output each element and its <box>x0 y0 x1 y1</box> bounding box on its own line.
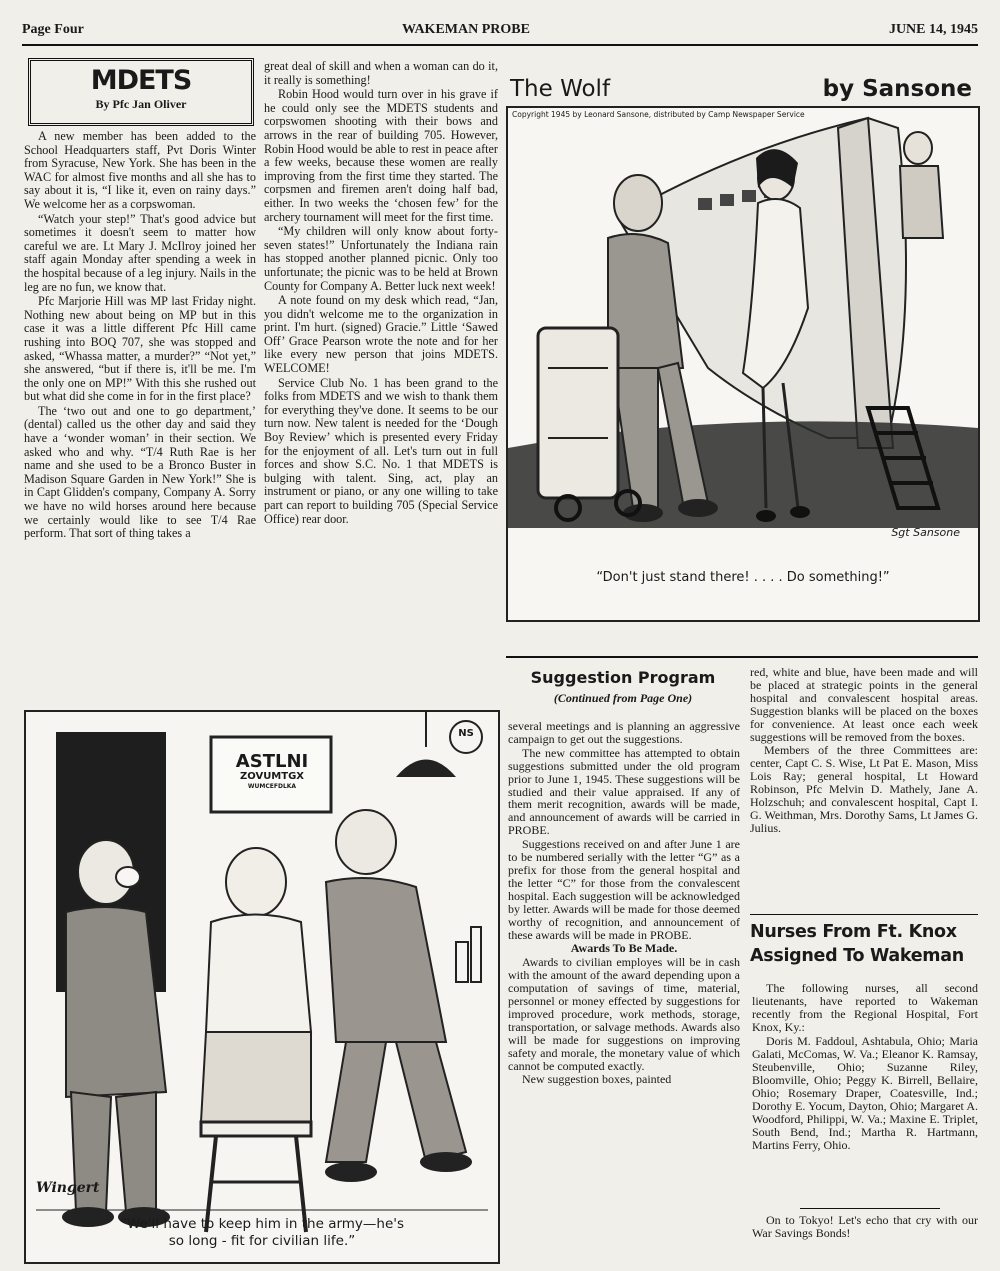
wolf-comic-header <box>506 72 976 106</box>
nurses-headline-line-1: Nurses From Ft. Knox <box>750 922 957 942</box>
nurses-headline <box>750 920 978 968</box>
suggestion-top-rule <box>506 656 978 658</box>
suggestion-paragraph: Suggestions received on and after June 1 are to be numbered serially with the letter “G” as a prefix for those from the general hospital and the letter “C” for those from the convalescent hospital. Each suggestion will be acknowledged by letter. Awards will be made for those deemed worthy of recognition, and announcement of these awards will be made in PROBE. <box>508 837 740 942</box>
mdets-paragraph: great deal of skill and when a woman can do it, it really is something! <box>264 60 498 87</box>
newspaper-name: WAKEMAN PROBE <box>402 22 530 37</box>
eye-chart-line-2: ZOVUMTGX <box>239 771 305 782</box>
suggestion-paragraph: red, white and blue, have been made and will be placed at strategic points in the general hospital and convalescent hospital areas. Suggestion blanks will be placed on the boxes for convenience. At least once each week suggestions will be removed from the boxes. <box>750 666 978 744</box>
mdets-paragraph: Pfc Marjorie Hill was MP last Friday night. Nothing new about being on MP but in this case it was a little different Pfc Hill came rushing into BOQ 707, she was stopped and asked, “Whassa matter, a murder?” “Not yet,” she answered, “but if there is, it'll be me. I'm the only one on MP!” With this she rushed out but what did she come in for in the first place? <box>24 294 256 404</box>
war-bonds-text: On to Tokyo! Let's echo that cry with our War Savings Bonds! <box>752 1213 978 1240</box>
mdets-headline-box <box>28 58 254 126</box>
suggestion-paragraph: New suggestion boxes, painted <box>522 1072 672 1087</box>
ns-mark: NS <box>458 728 474 739</box>
wolf-signature: Sgt Sansone <box>891 526 960 539</box>
suggestion-header <box>506 668 740 706</box>
page-number: Page Four <box>22 22 84 37</box>
nurses-paragraph: Doris M. Faddoul, Ashtabula, Ohio; Maria Galati, McComas, W. Va.; Eleanor K. Ramsay, Steubenville, Ohio; Suzanne Riley, Bloomville, Ohio; Peggy K. Birrell, Bellaire, Ohio; Rosemary Draper, Coatesville, Ind.; Dorothy E. Yocum, Dayton, Ohio; Margaret A. Woodford, Philippi, W. Va.; Maxine E. Triplet, South Bend, Ind.; Martha R. Hartmann, Martins Ferry, Ohio. <box>752 1034 978 1152</box>
masthead-rule <box>22 44 978 46</box>
war-bonds-note <box>752 1214 978 1241</box>
mdets-paragraph: Robin Hood would turn over in his grave if he could only see the MDETS students and corpswomen shooting with their bows and arrows in the rear of building 705. However, Robin Hood would be able to rest in peace after a few weeks, because these women are really improving from the first time they started. The corpsmen and firemen aren't doing half bad, either. In two weeks the ‘chosen few’ for the archery tournament will meet for the first time. <box>264 87 498 224</box>
mdets-paragraph: A note found on my desk which read, “Jan, you didn't welcome me to the organization in print. I'm hurt. (signed) Gracie.” Little ‘Sawed Off’ Grace Pearson wrote the note and for her like every new person that joins MDETS. WELCOME! <box>264 293 498 376</box>
mdets-paragraph: The ‘two out and one to go department,’ (dental) called us the other day and said they have a ‘wonder woman’ in their section. We asked who and why. “T/4 Ruth Rae is her name and she used to be a Bronco Buster in Madison Square Garden in New York!” She is in Capt Glidden's company, Company A. Sorry we have no wild horses around here because we certainly would like to see T/4 Rae perform. That sort of thing takes a <box>24 403 256 541</box>
army-cartoon-caption-line-2: so long - fit for civilian life.” <box>168 1233 356 1249</box>
issue-date: JUNE 14, 1945 <box>888 22 978 37</box>
mdets-paragraph: “Watch your step!” That's good advice but sometimes it doesn't seem to matter how careful we are. Lt Mary J. McIlroy joined her staff again Monday after spending a week in the hospital because of a leg injury. Nails in the leg are no fun, we know that. <box>24 211 256 294</box>
suggestion-paragraph: The new committee has attempted to obtain suggestions submitted under the old program prior to June 1, 1945. These suggestions will be studied and their value appraised. If any of them merit recognition, awards will be made, and announcement of awards will be carried in PROBE. <box>508 745 740 838</box>
suggestion-title: Suggestion Program <box>530 668 716 687</box>
suggestion-paragraph: Members of the three Committees are: center, Capt C. S. Wise, Lt Pat E. Mason, Miss Lois Ray; general hospital, Lt Howard Robinson, Pfc Melvin D. Mathely, Jane A. Holzschuh; and convalescent hospital, Capt I. G. Weithman, Mrs. Dorothy Sams, Lt James G. Julius. <box>750 743 978 835</box>
nurses-top-rule <box>750 914 978 915</box>
suggestion-column-1 <box>508 720 740 1260</box>
suggestion-subtitle: (Continued from Page One) <box>553 691 693 705</box>
nurses-body <box>752 982 978 1202</box>
suggestion-column-2 <box>750 666 978 914</box>
wolf-comic-drawing <box>508 108 978 620</box>
wolf-comic-title: The Wolf <box>510 76 611 102</box>
suggestion-paragraph: Awards to civilian employes will be in cash with the amount of the award depending upon a computation of savings of time, material, personnel or money effected by suggestions for improved procedure, work methods, storage, transportation, or salvage methods. Awards also will be made for suggestions on improving safety and morale, the monetary value of which cannot be computed exactly. <box>508 955 740 1073</box>
mdets-paragraph: Service Club No. 1 has been grand to the folks from MDETS and we wish to thank them for everything they've done. It seems to be our turn now. New talent is needed for the ‘Dough Boy Review’ which is presented every Friday for the enjoyment of all. Let's turn out in full forces and show S.C. No. 1 that MDETS is bulging with talent. Sing, act, play an instrument or piano, or any one willing to take part can report to building 705 (Special Service Office) rear door. <box>264 375 498 526</box>
masthead <box>22 22 978 44</box>
nurses-headline-line-2: Assigned To Wakeman <box>750 946 964 966</box>
mdets-paragraph: A new member has been added to the School Headquarters staff, Pvt Doris Winter from Syracuse, New York. She has been in the WAC for almost five months and all she has to say about it is, “I like it, even on rainy days.” We welcome her as a corpswoman. <box>24 130 256 211</box>
army-cartoon-caption-line-1: “We'll have to keep him in the army—he's <box>119 1216 405 1232</box>
awards-subhead: Awards To Be Made. <box>570 941 678 956</box>
nurses-paragraph: The following nurses, all second lieutenants, have reported to Wakeman recently from the Regional Hospital, Fort Knox, Ky.: <box>752 982 978 1034</box>
army-cartoon-caption <box>26 1216 498 1250</box>
wolf-comic-panel <box>506 106 980 622</box>
wolf-caption: “Don't just stand there! . . . . Do something!” <box>596 570 890 585</box>
eye-chart-line-3: WUMCEFDLKA <box>247 783 297 790</box>
mdets-paragraph: “My children will only know about forty-seven states!” Unfortunately the Indiana rain has stopped another planned picnic. Only too unfortunate; the picnic was to be held at Brown County for Company A. Better luck next week! <box>264 224 498 293</box>
army-cartoon-signature: Wingert <box>36 1180 100 1196</box>
mdets-column-2 <box>264 60 498 700</box>
suggestion-paragraph: several meetings and is planning an aggressive campaign to get out the suggestions. <box>508 720 740 746</box>
mdets-byline: By Pfc Jan Oliver <box>95 97 187 111</box>
eye-chart <box>218 752 326 791</box>
wolf-comic-author: by Sansone <box>822 76 972 102</box>
eye-chart-line-1: ASTLNI <box>235 751 309 772</box>
bonds-rule <box>800 1208 940 1209</box>
army-cartoon-panel <box>24 710 500 1264</box>
mdets-title: MDETS <box>90 65 192 96</box>
wolf-copyright: Copyright 1945 by Leonard Sansone, distributed by Camp Newspaper Service <box>512 110 805 119</box>
mdets-column-1 <box>24 130 256 700</box>
